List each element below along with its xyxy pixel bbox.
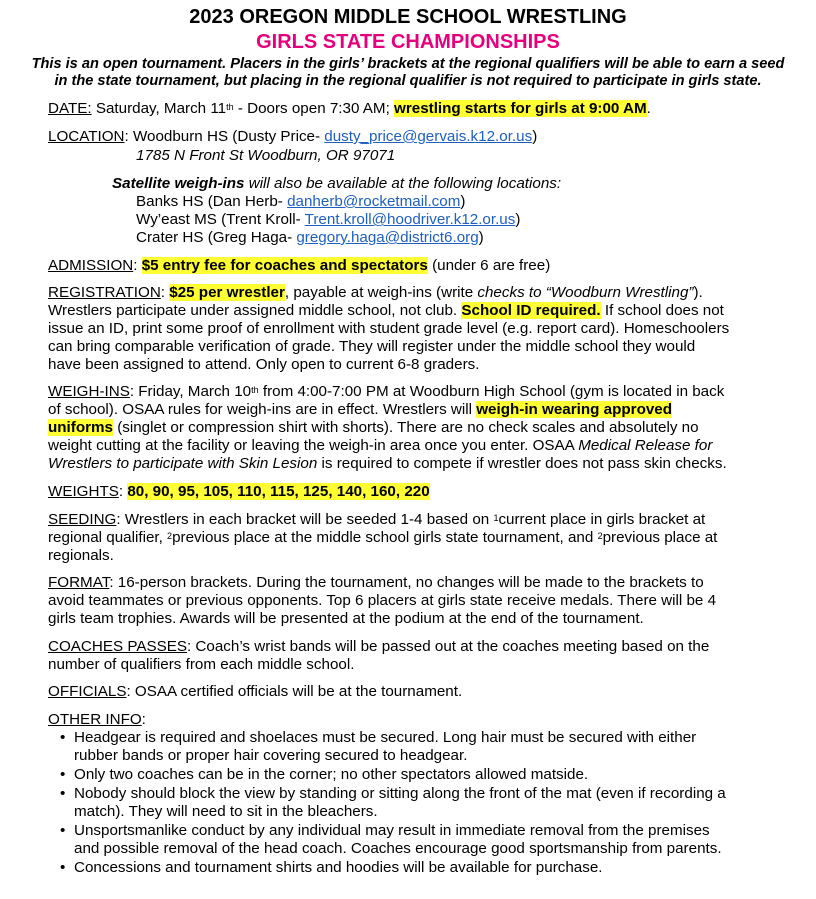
location-email-link[interactable]: dusty_price@gervais.k12.or.us (324, 128, 533, 145)
format-line-3: girls team trophies. Awards will be presented at the podium at the end of the tournament. (48, 610, 644, 627)
weights-label: WEIGHTS (48, 483, 119, 500)
registration-line-4: can bring comparable verification of grade. They will register under the middle school they would (48, 338, 696, 355)
admission-highlight: $5 entry fee for coaches and spectators (141, 257, 428, 274)
weights-section: WEIGHTS: 80, 90, 95, 105, 110, 115, 125, 140, 160, 220 (48, 483, 430, 500)
satellite-email-link-3[interactable]: gregory.haga@district6.org (296, 229, 479, 246)
location-address: 1785 N Front St Woodburn, OR 97071 (136, 147, 396, 164)
coaches-line-2: number of qualifiers from each middle school. (48, 656, 355, 673)
seeding-line-1: SEEDING: Wrestlers in each bracket will be seeded 1-4 based on $^1$current place in girls bracket at (48, 511, 706, 528)
satellite-email-link-2[interactable]: Trent.kroll@hoodriver.k12.or.us (304, 211, 516, 228)
format-line-2: avoid teammates or previous opponents. Top 6 placers at girls state receive medals. There will be 4 (48, 592, 717, 609)
date-section: DATE: Saturday, March 11th - Doors open 7:30 AM; wrestling starts for girls at 9:00 AM. (48, 100, 651, 117)
officials-label: OFFICIALS (48, 683, 127, 700)
registration-line-5: have been assigned to attend. Only open to current 6-8 graders. (48, 356, 480, 373)
weighins-line-3: uniforms (singlet or compression shirt with shorts). There are no check scales and absolutely no (48, 419, 699, 436)
date-label: DATE: (48, 100, 92, 117)
document-page: 2023 OREGON MIDDLE SCHOOL WRESTLING GIRLS STATE CHAMPIONSHIPS This is an open tournament. Placers in the girls’ brackets at the regional qualifiers will be able to earn a seed in the state tournament, but placing in the regional qualifier is not required to participate in girls state. DATE: Saturday, March 11th - Doors open 7:30 AM; wrestling starts for girls at 9:00 AM. LOCATION: Woodburn HS (Dusty Price- dusty_price@gervais.k12.or.us) 1785 N Front St Woodburn, OR 97071 Satellite weigh-ins will also be available at the following locations: Banks HS (Dan Herb- danherb@rocketmail.com) Wy’east MS (Trent Kroll- Trent.kroll@hoodriver.k12.or.us) Crater HS (Greg Haga- gregory.haga@district6.org) ADMISSION: $5 entry fee for coaches and spectators (under 6 are free) REGISTRATION: $25 per wrestler, payable at weigh-ins (write checks to “Woodburn Wrestling”). Wrestlers participate under assigned middle school, not club. School ID required. If school does not issue an ID, print some proof of enrollment with student grade level (e.g. report card). Homeschoolers can bring comparable verification of grade. They will register under the middle school they would have been assigned to attend. Only open to current 6-8 graders. WEIGH-INS: Friday, March 10th from 4:00-7:00 PM at Woodburn High School (gym is located in back of school). OSAA rules for weigh-ins are in effect. Wrestlers will weigh-in wearing approved uniforms (singlet or compression shirt with shorts). There are no check scales and absolutely no weight cutting at the facility or leaving the weigh-in area once you enter. OSAA Medical Release for Wrestlers to participate with Skin Lesion is required to compete if wrestler does not pass skin checks. WEIGHTS: 80, 90, 95, 105, 110, 115, 125, 140, 160, 220 SEEDING: Wrestlers in each bracket will be seeded 1-4 based on $^1$current place in girls bracket at regional qualifier, $^2$previous place at the middle school girls state tournament, and $^2$previous place at regionals. FORMAT: 16-person brackets. During the tournament, no changes will be made to the brackets to avoid teammates or previous opponents. Top 6 placers at girls state receive medals. There will be 4 girls team trophies. Awards will be presented at the podium at the end of the tournament. COACHES PASSES: Coach’s wrist bands will be passed out at the coaches meeting based on the number of qualifiers from each middle school. OFFICIALS: OSAA certified officials will be at the tournament. OTHER INFO: • Headgear is required and shoelaces must be secured. Long hair must be secured with either rubber bands or proper hair covering secured to headgear. • Only two coaches can be in the corner; no other spectators allowed matside. • Nobody should block the view by standing or sitting along the front of the mat (even if recording a match). They will need to sit in the bleachers. • Unsportsmanlike conduct by any individual may result in immediate removal from the premises and possible removal of the head coach. Coaches encourage good sportsmanship from parents. • Concessions and tournament shirts and hoodies will be available for purchase. (0, 0, 816, 899)
registration-line-2: Wrestlers participate under assigned middle school, not club. School ID required. If school does not (48, 302, 724, 319)
date-highlight: wrestling starts for girls at 9:00 AM (394, 100, 647, 117)
other-info-label: OTHER INFO (48, 711, 142, 728)
other-info-heading: OTHER INFO: (48, 711, 146, 728)
bullet-icon: • (60, 729, 66, 746)
location-section: LOCATION: Woodburn HS (Dusty Price- dusty_price@gervais.k12.or.us) (48, 128, 538, 145)
weights-highlight: 80, 90, 95, 105, 110, 115, 125, 140, 160, 220 (127, 483, 430, 500)
satellite-site-3: Crater HS (Greg Haga- gregory.haga@district6.org) (136, 229, 484, 246)
registration-label: REGISTRATION (48, 284, 161, 301)
satellite-site-2: Wy’east MS (Trent Kroll- Trent.kroll@hoodriver.k12.or.us) (136, 211, 521, 228)
bullet-icon: • (60, 859, 66, 876)
weighins-line-2: of school). OSAA rules for weigh-ins are in effect. Wrestlers will weigh-in wearing approved (48, 401, 673, 418)
satellite-heading: Satellite weigh-ins will also be available at the following locations: (112, 175, 562, 192)
coaches-label: COACHES PASSES (48, 638, 187, 655)
admission-section: ADMISSION: $5 entry fee for coaches and spectators (under 6 are free) (48, 257, 551, 274)
intro-line-1: This is an open tournament. Placers in the girls’ brackets at the regional qualifiers will be able to earn a seed (31, 56, 785, 72)
registration-line-1: REGISTRATION: $25 per wrestler, payable at weigh-ins (write checks to “Woodburn Wrestling”). (48, 284, 703, 301)
bullet-icon: • (60, 822, 66, 839)
weighins-label: WEIGH-INS (48, 383, 130, 400)
weighins-line-5: Wrestlers to participate with Skin Lesion is required to compete if wrestler does not pass skin checks. (48, 455, 727, 472)
satellite-site-1: Banks HS (Dan Herb- danherb@rocketmail.com) (136, 193, 466, 210)
admission-label: ADMISSION (48, 257, 134, 274)
coaches-line-1: COACHES PASSES: Coach’s wrist bands will be passed out at the coaches meeting based on the (48, 638, 710, 655)
weighins-line-1: WEIGH-INS: Friday, March 10th from 4:00-7:00 PM at Woodburn High School (gym is located in back (48, 383, 725, 400)
document-subtitle: GIRLS STATE CHAMPIONSHIPS (256, 31, 560, 53)
registration-line-3: issue an ID, print some proof of enrollment with student grade level (e.g. report card). Homeschoolers (48, 320, 730, 337)
weighins-line-4: weight cutting at the facility or leaving the weigh-in area once you enter. OSAA Medical Release for (48, 437, 713, 454)
seeding-line-3: regionals. (48, 547, 114, 564)
bullet-icon: • (60, 785, 66, 802)
seeding-line-2: regional qualifier, $^2$previous place at the middle school girls state tournament, and $^2$previous place at (48, 529, 718, 546)
format-label: FORMAT (48, 574, 110, 591)
intro-line-2: in the state tournament, but placing in the regional qualifier is not required to participate in girls state. (54, 73, 762, 89)
officials-section: OFFICIALS: OSAA certified officials will be at the tournament. (48, 683, 463, 700)
document-title: 2023 OREGON MIDDLE SCHOOL WRESTLING (189, 6, 627, 28)
format-line-1: FORMAT: 16-person brackets. During the tournament, no changes will be made to the brackets to (48, 574, 704, 591)
bullet-icon: • (60, 766, 66, 783)
location-label: LOCATION (48, 128, 125, 145)
satellite-email-link-1[interactable]: danherb@rocketmail.com (287, 193, 461, 210)
seeding-label: SEEDING (48, 511, 117, 528)
